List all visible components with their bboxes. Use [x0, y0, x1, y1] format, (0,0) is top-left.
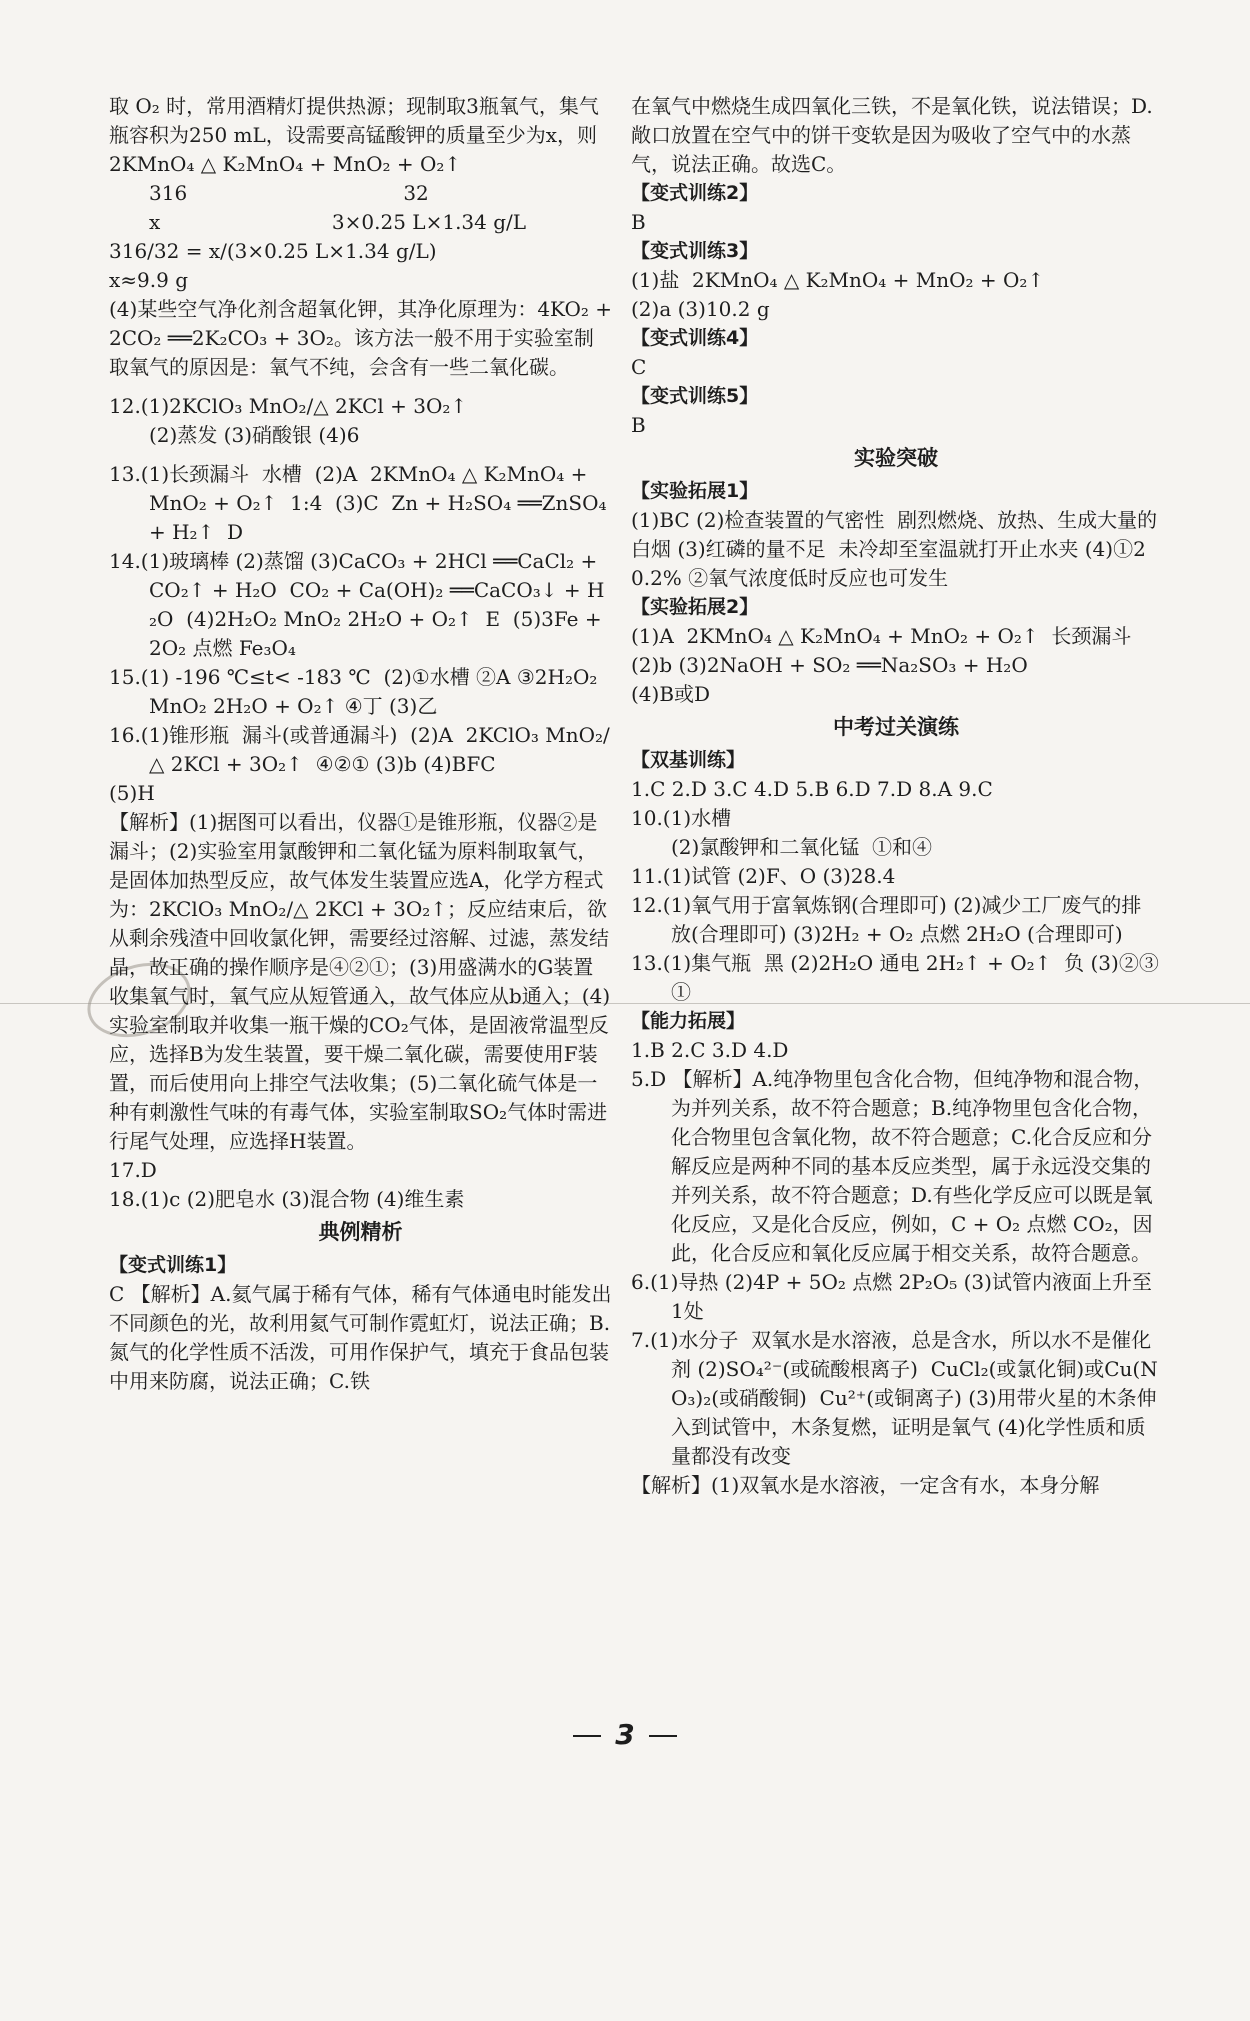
left-column	[109, 92, 619, 1396]
left-column-line: (5)H	[109, 781, 155, 805]
right-column-line: (1)A 2KMnO₄ △ K₂MnO₄ + MnO₂ + O₂↑ 长颈漏斗	[631, 624, 1132, 648]
left-column-line: x≈9.9 g	[109, 268, 189, 292]
right-column-line: 10.(1)水槽	[631, 806, 732, 830]
right-column-line: (2)a (3)10.2 g	[631, 297, 770, 321]
right-column-line: (4)B或D	[631, 682, 711, 706]
right-column-line: 5.D 【解析】A.纯净物里包含化合物，但纯净物和混合物，为并列关系，故不符合题意；B.纯净物里包含化合物，化合物里包含氧化物，故不符合题意；C.化合反应和分解反应是两种不同的基本反应类型，属于永远没交集的并列关系，故不符合题意；D.有些化学反应可以既是氧化反应，又是化合反应，例如，C + O₂ 点燃 CO₂，因此，化合反应和氧化反应属于相交关系，故符合题意。	[631, 1067, 1154, 1265]
right-column-line: (2)b (3)2NaOH + SO₂ ══Na₂SO₃ + H₂O	[631, 653, 1028, 677]
right-column-line: 中考过关演练	[833, 715, 959, 739]
left-column-line	[109, 382, 612, 392]
left-column-line: 12.(1)2KClO₃ MnO₂/△ 2KCl + 3O₂↑	[109, 394, 468, 418]
left-column-line: 【变式训练1】	[109, 1254, 237, 1276]
left-column-line: 18.(1)c (2)肥皂水 (3)混合物 (4)维生素	[109, 1187, 465, 1211]
page-number-value: 3	[615, 1718, 635, 1751]
left-column-line: 2KMnO₄ △ K₂MnO₄ + MnO₂ + O₂↑	[109, 152, 462, 176]
right-column-line: 【实验拓展2】	[631, 596, 759, 618]
left-column-line: 【解析】(1)据图可以看出，仪器①是锥形瓶，仪器②是漏斗；(2)实验室用氯酸钾和二氧化锰为原料制取氧气，是固体加热型反应，故气体发生装置应选A，化学方程式为：2KClO₃ MnO₂/△ 2KCl + 3O₂↑；反应结束后，欲从剩余残渣中回收氯化钾，需要经过溶解、过滤，蒸发结晶，故正确的操作顺序是④②①；(3)用盛满水的G装置收集氧气时，氧气应从短管通入，故气体应从b通入；(4)实验室制取并收集一瓶干燥的CO₂气体，是固液常温型反应，选择B为发生装置，要干燥二氧化碳，需要使用F装置，而后使用向上排空气法收集；(5)二氧化硫气体是一种有刺激性气味的有毒气体，实验室制取SO₂气体时需进行尾气处理，应选择H装置。	[109, 810, 611, 1153]
left-column-line: (2)蒸发 (3)硝酸银 (4)6	[149, 423, 360, 447]
right-column-line: 【变式训练5】	[631, 385, 759, 407]
right-column-line: B	[631, 413, 646, 437]
right-column-line: (1)盐 2KMnO₄ △ K₂MnO₄ + MnO₂ + O₂↑	[631, 268, 1045, 292]
right-column-line: 【变式训练2】	[631, 182, 759, 204]
left-column-line: 16.(1)锥形瓶 漏斗(或普通漏斗) (2)A 2KClO₃ MnO₂/△ 2KCl + 3O₂↑ ④②① (3)b (4)BFC	[109, 723, 610, 776]
right-column-line: (1)BC (2)检查装置的气密性 剧烈燃烧、放热、生成大量的白烟 (3)红磷的量不足 未冷却至室温就打开止水夹 (4)①20.2% ②氧气浓度低时反应也可发生	[631, 508, 1158, 590]
left-column-line: 典例精析	[318, 1220, 403, 1244]
right-column-line: 【变式训练4】	[631, 327, 759, 349]
left-column-line: C 【解析】A.氦气属于稀有气体，稀有气体通电时能发出不同颜色的光，故利用氦气可制作霓虹灯，说法正确；B.氮气的化学性质不活泼，可用作保护气，填充于食品包装中用来防腐，说法正确；C.铁	[109, 1282, 612, 1393]
right-column-line: B	[631, 210, 646, 234]
right-column-line: 【解析】(1)双氧水是水溶液，一定含有水，本身分解	[631, 1473, 1100, 1497]
left-column-line: x 3×0.25 L×1.34 g/L	[149, 210, 527, 234]
right-column-line: 【双基训练】	[631, 749, 746, 771]
left-column-line: 15.(1) -196 ℃≤t< -183 ℃ (2)①水槽 ②A ③2H₂O₂ MnO₂ 2H₂O + O₂↑ ④丁 (3)乙	[109, 665, 604, 718]
right-column-line: C	[631, 355, 647, 379]
right-column-line: 11.(1)试管 (2)F、O (3)28.4	[631, 864, 896, 888]
right-column-line: (2)氯酸钾和二氧化锰 ①和④	[671, 835, 933, 859]
left-column-line: 17.D	[109, 1158, 157, 1182]
right-column-line: 7.(1)水分子 双氧水是水溶液，总是含水，所以水不是催化剂 (2)SO₄²⁻(或硫酸根离子) CuCl₂(或氯化铜)或Cu(NO₃)₂(或硝酸铜) Cu²⁺(或铜离子) (3)用带火星的木条伸入到试管中，木条复燃，证明是氧气 (4)化学性质和质量都没有改变	[631, 1328, 1158, 1468]
left-column-line	[109, 450, 612, 460]
left-column-line: 14.(1)玻璃棒 (2)蒸馏 (3)CaCO₃ + 2HCl ══CaCl₂ + CO₂↑ + H₂O CO₂ + Ca(OH)₂ ══CaCO₃↓ + H₂O (4)2H₂O₂ MnO₂ 2H₂O + O₂↑ E (5)3Fe + 2O₂ 点燃 Fe₃O₄	[109, 549, 608, 660]
left-column-line: 316 32	[149, 181, 429, 205]
left-column-line: (4)某些空气净化剂含超氧化钾，其净化原理为：4KO₂ + 2CO₂ ══2K₂CO₃ + 3O₂。该方法一般不用于实验室制取氧气的原因是：氧气不纯，会含有一些二氧化碳。	[109, 297, 619, 379]
right-column-line: 在氧气中燃烧生成四氧化三铁，不是氧化铁，说法错误；D.敞口放置在空气中的饼干变软是因为吸收了空气中的水蒸气，说法正确。故选C。	[631, 94, 1153, 176]
left-column-line: 316/32 = x/(3×0.25 L×1.34 g/L)	[109, 239, 437, 263]
right-column-line: 6.(1)导热 (2)4P + 5O₂ 点燃 2P₂O₅ (3)试管内液面上升至1处	[631, 1270, 1152, 1323]
right-column-line: 1.B 2.C 3.D 4.D	[631, 1038, 789, 1062]
right-column-line: 1.C 2.D 3.C 4.D 5.B 6.D 7.D 8.A 9.C	[631, 777, 993, 801]
right-column-line: 12.(1)氧气用于富氧炼钢(合理即可) (2)减少工厂废气的排放(合理即可) (3)2H₂ + O₂ 点燃 2H₂O (合理即可)	[631, 893, 1142, 946]
right-column-line: 【能力拓展】	[631, 1010, 746, 1032]
left-column-line: 取 O₂ 时，常用酒精灯提供热源；现制取3瓶氧气，集气瓶容积为250 mL，设需要高锰酸钾的质量至少为x，则	[109, 94, 599, 147]
right-column-line: 实验突破	[854, 446, 938, 470]
page-number	[0, 1718, 1250, 1751]
right-column-line: 【实验拓展1】	[631, 480, 759, 502]
right-column-line: 【变式训练3】	[631, 240, 759, 262]
left-column-line: 13.(1)长颈漏斗 水槽 (2)A 2KMnO₄ △ K₂MnO₄ + MnO₂ + O₂↑ 1:4 (3)C Zn + H₂SO₄ ══ZnSO₄ + H₂↑ D	[109, 462, 613, 544]
right-column	[631, 92, 1161, 1500]
right-column-line: 13.(1)集气瓶 黑 (2)2H₂O 通电 2H₂↑ + O₂↑ 负 (3)②③①	[631, 951, 1159, 1004]
